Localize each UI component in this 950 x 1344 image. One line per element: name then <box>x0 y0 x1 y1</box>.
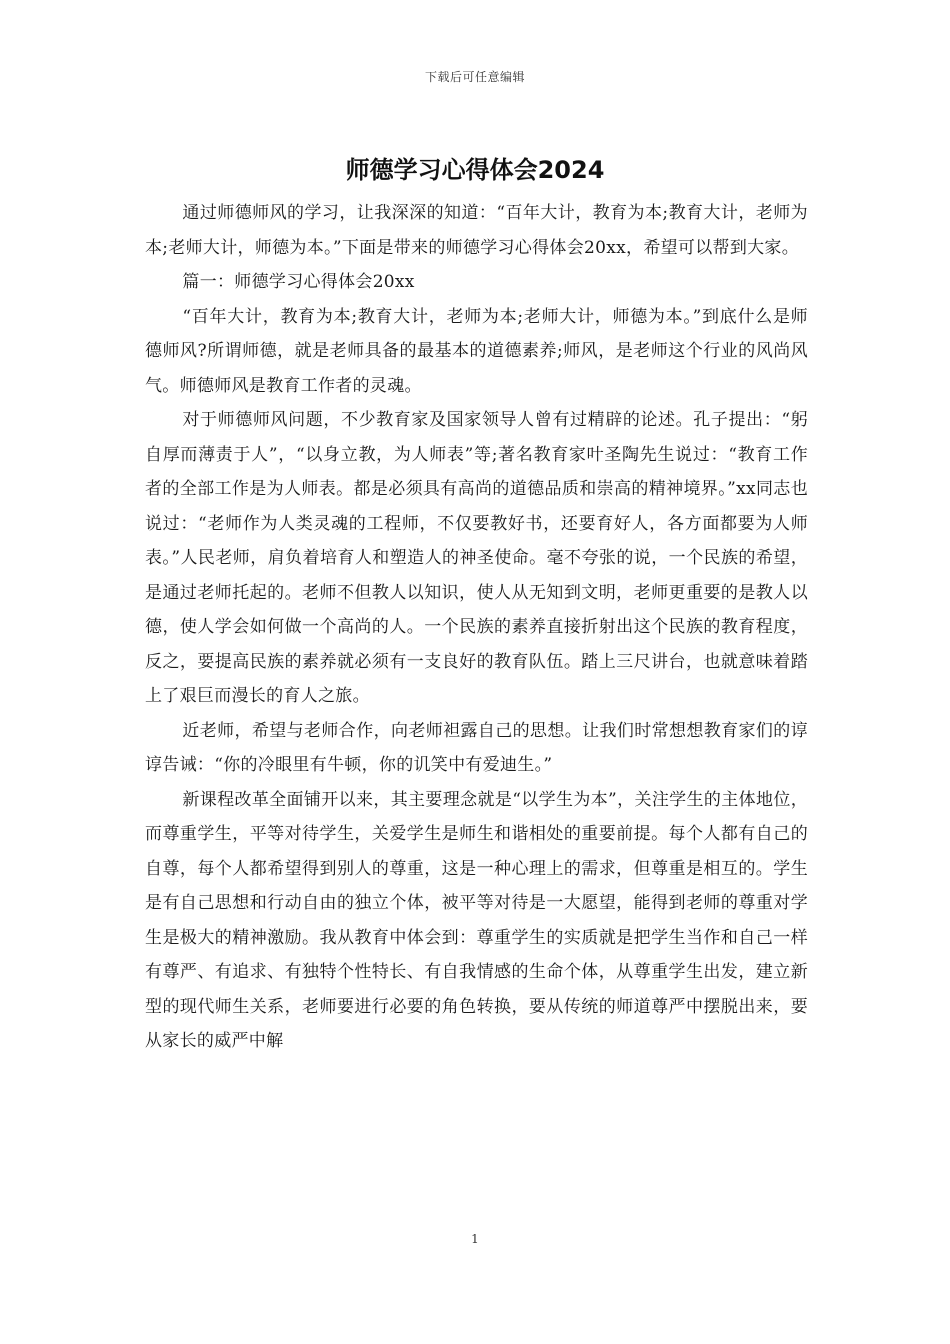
paragraph: 新课程改革全面铺开以来，其主要理念就是“以学生为本”，关注学生的主体地位，而尊重学生，平等对待学生，关爱学生是师生和谐相处的重要前提。每个人都有自己的自尊，每个人都希望得到别人的尊重，这是一种心理上的需求，但尊重是相互的。学生是有自己思想和行动自由的独立个体，被平等对待是一大愿望，能得到老师的尊重对学生是极大的精神激励。我从教育中体会到：尊重学生的实质就是把学生当作和自己一样有尊严、有追求、有独特个性特长、有自我情感的生命个体，从尊重学生出发，建立新型的现代师生关系，老师要进行必要的角色转换，要从传统的师道尊严中摆脱出来，要从家长的威严中解 <box>145 789 808 1051</box>
paragraph: “百年大计，教育为本;教育大计，老师为本;老师大计，师德为本。”到底什么是师德师风?所谓师德，就是老师具备的最基本的道德素养;师风，是老师这个行业的风尚风气。师德师风是教育工作者的灵魂。 <box>145 306 808 396</box>
paragraph: 近老师，希望与老师合作，向老师袒露自己的思想。让我们时常想想教育家们的谆谆告诫：“你的冷眼里有牛顿，你的讥笑中有爱迪生。” <box>145 720 808 775</box>
header-note: 下载后可任意编辑 <box>424 70 525 84</box>
page-number: 1 <box>471 1232 479 1246</box>
document-body <box>145 196 808 1059</box>
document-title: 师德学习心得体会2024 <box>345 156 605 184</box>
section-heading: 篇一：师德学习心得体会20xx <box>182 272 415 292</box>
paragraph: 对于师德师风问题，不少教育家及国家领导人曾有过精辟的论述。孔子提出：“躬自厚而薄责于人”，“以身立教，为人师表”等;著名教育家叶圣陶先生说过：“教育工作者的全部工作是为人师表。都是必须具有高尚的道德品质和崇高的精神境界。”xx同志也说过：“老师作为人类灵魂的工程师，不仅要教好书，还要育好人，各方面都要为人师表。”人民老师，肩负着培育人和塑造人的神圣使命。毫不夸张的说，一个民族的希望，是通过老师托起的。老师不但教人以知识，使人从无知到文明，老师更重要的是教人以德，使人学会如何做一个高尚的人。一个民族的素养直接折射出这个民族的教育程度，反之，要提高民族的素养就必须有一支良好的教育队伍。踏上三尺讲台，也就意味着踏上了艰巨而漫长的育人之旅。 <box>145 410 808 706</box>
paragraph-intro: 通过师德师风的学习，让我深深的知道：“百年大计，教育为本;教育大计，老师为本;老师大计，师德为本。”下面是带来的师德学习心得体会20xx，希望可以帮到大家。 <box>145 203 808 258</box>
